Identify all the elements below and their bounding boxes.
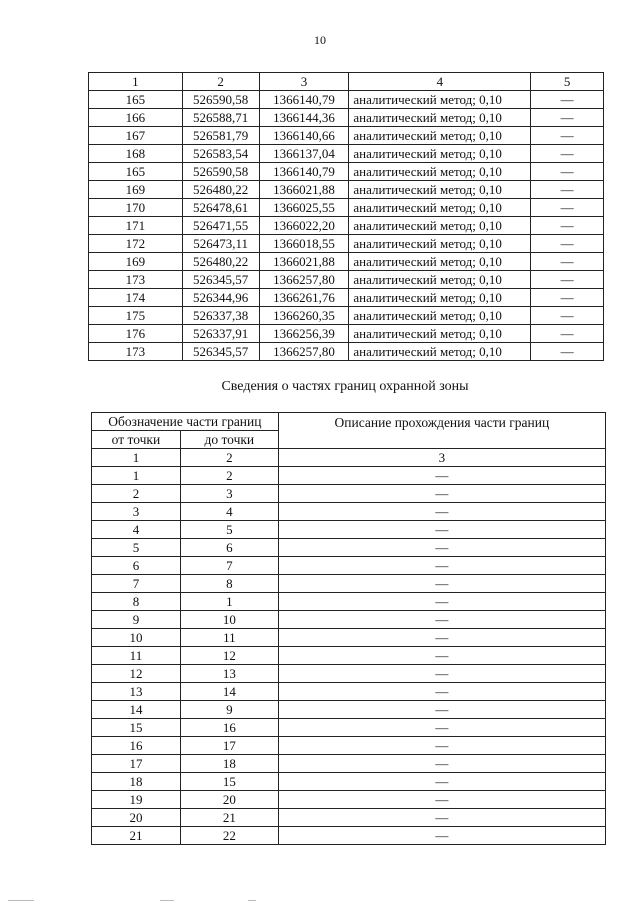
table-row (92, 539, 606, 557)
to-point-cell: 11 (180, 629, 278, 647)
to-point-cell: 12 (180, 647, 278, 665)
y-coordinate-cell: 1366140,79 (259, 163, 349, 181)
table-row (89, 145, 604, 163)
point-number-cell: 173 (89, 271, 183, 289)
description-cell: — (278, 683, 605, 701)
from-point-cell: 13 (92, 683, 181, 701)
description-cell: — (278, 557, 605, 575)
coordinates-table-header-row (89, 73, 604, 91)
to-point-cell: 10 (180, 611, 278, 629)
table-row (92, 557, 606, 575)
x-coordinate-cell: 526344,96 (182, 289, 259, 307)
description-cell: — (278, 791, 605, 809)
point-number-cell: 169 (89, 181, 183, 199)
from-point-cell: 4 (92, 521, 181, 539)
method-accuracy-cell: аналитический метод; 0,10 (349, 199, 531, 217)
point-number-cell: 165 (89, 163, 183, 181)
coordinates-header-cell: 1 (89, 73, 183, 91)
method-accuracy-cell: аналитический метод; 0,10 (349, 145, 531, 163)
point-number-cell: 169 (89, 253, 183, 271)
method-accuracy-cell: аналитический метод; 0,10 (349, 289, 531, 307)
x-coordinate-cell: 526337,91 (182, 325, 259, 343)
y-coordinate-cell: 1366140,66 (259, 127, 349, 145)
point-number-cell: 165 (89, 91, 183, 109)
to-point-cell: 3 (180, 485, 278, 503)
method-accuracy-cell: аналитический метод; 0,10 (349, 271, 531, 289)
x-coordinate-cell: 526588,71 (182, 109, 259, 127)
description-cell: — (278, 575, 605, 593)
to-point-cell: 16 (180, 719, 278, 737)
from-point-cell: 17 (92, 755, 181, 773)
y-coordinate-cell: 1366025,55 (259, 199, 349, 217)
note-cell: — (531, 271, 604, 289)
from-point-cell: 6 (92, 557, 181, 575)
parts-table-body (92, 467, 606, 845)
table-row (92, 701, 606, 719)
x-coordinate-cell: 526480,22 (182, 253, 259, 271)
coordinates-header-cell: 2 (182, 73, 259, 91)
table-row (89, 91, 604, 109)
to-point-cell: 8 (180, 575, 278, 593)
y-coordinate-cell: 1366022,20 (259, 217, 349, 235)
page-number: 10 (314, 33, 326, 47)
table-row (92, 467, 606, 485)
table-row (89, 307, 604, 325)
description-cell: — (278, 539, 605, 557)
to-point-cell: 1 (180, 593, 278, 611)
boundary-parts-table (91, 412, 606, 845)
description-cell: — (278, 503, 605, 521)
from-point-cell: 8 (92, 593, 181, 611)
point-number-cell: 171 (89, 217, 183, 235)
to-point-cell: 20 (180, 791, 278, 809)
x-coordinate-cell: 526345,57 (182, 343, 259, 361)
from-point-cell: 3 (92, 503, 181, 521)
parts-table-header-row (92, 413, 606, 431)
numbering-cell: 2 (180, 449, 278, 467)
table-row (89, 271, 604, 289)
description-cell: — (278, 611, 605, 629)
y-coordinate-cell: 1366137,04 (259, 145, 349, 163)
coordinates-header-cell: 3 (259, 73, 349, 91)
coordinates-table (88, 72, 604, 361)
method-accuracy-cell: аналитический метод; 0,10 (349, 343, 531, 361)
to-point-cell: 22 (180, 827, 278, 845)
numbering-cell: 3 (278, 449, 605, 467)
numbering-cell: 1 (92, 449, 181, 467)
to-point-cell: 15 (180, 773, 278, 791)
from-point-cell: 9 (92, 611, 181, 629)
header-to-point: до точки (180, 431, 278, 449)
description-cell: — (278, 629, 605, 647)
table-row (92, 611, 606, 629)
x-coordinate-cell: 526583,54 (182, 145, 259, 163)
table-row (89, 325, 604, 343)
table-row (89, 127, 604, 145)
point-number-cell: 172 (89, 235, 183, 253)
table-row (89, 343, 604, 361)
table-row (92, 791, 606, 809)
description-cell: — (278, 485, 605, 503)
to-point-cell: 6 (180, 539, 278, 557)
header-part-description: Описание прохождения части границ (278, 413, 605, 449)
to-point-cell: 17 (180, 737, 278, 755)
table-row (92, 683, 606, 701)
y-coordinate-cell: 1366144,36 (259, 109, 349, 127)
y-coordinate-cell: 1366260,35 (259, 307, 349, 325)
table-row (92, 521, 606, 539)
to-point-cell: 21 (180, 809, 278, 827)
table-row (89, 235, 604, 253)
table-row (92, 575, 606, 593)
from-point-cell: 1 (92, 467, 181, 485)
section-title: Сведения о частях границ охранной зоны (221, 379, 469, 394)
table-row (89, 289, 604, 307)
x-coordinate-cell: 526345,57 (182, 271, 259, 289)
x-coordinate-cell: 526480,22 (182, 181, 259, 199)
table-row (92, 809, 606, 827)
note-cell: — (531, 145, 604, 163)
point-number-cell: 168 (89, 145, 183, 163)
note-cell: — (531, 199, 604, 217)
table-row (89, 163, 604, 181)
point-number-cell: 170 (89, 199, 183, 217)
table-row (89, 253, 604, 271)
scan-mark (160, 900, 174, 901)
description-cell: — (278, 593, 605, 611)
table-row (89, 181, 604, 199)
point-number-cell: 166 (89, 109, 183, 127)
x-coordinate-cell: 526473,11 (182, 235, 259, 253)
note-cell: — (531, 217, 604, 235)
y-coordinate-cell: 1366257,80 (259, 343, 349, 361)
table-row (89, 199, 604, 217)
from-point-cell: 20 (92, 809, 181, 827)
table-row (92, 827, 606, 845)
table-row (92, 737, 606, 755)
from-point-cell: 12 (92, 665, 181, 683)
method-accuracy-cell: аналитический метод; 0,10 (349, 307, 531, 325)
scan-footer-marks (0, 898, 640, 904)
to-point-cell: 2 (180, 467, 278, 485)
table-row (92, 773, 606, 791)
from-point-cell: 10 (92, 629, 181, 647)
table-row (92, 665, 606, 683)
description-cell: — (278, 701, 605, 719)
x-coordinate-cell: 526478,61 (182, 199, 259, 217)
method-accuracy-cell: аналитический метод; 0,10 (349, 127, 531, 145)
description-cell: — (278, 521, 605, 539)
y-coordinate-cell: 1366021,88 (259, 253, 349, 271)
scan-mark (8, 900, 34, 901)
note-cell: — (531, 307, 604, 325)
note-cell: — (531, 325, 604, 343)
table-row (92, 719, 606, 737)
y-coordinate-cell: 1366021,88 (259, 181, 349, 199)
from-point-cell: 21 (92, 827, 181, 845)
from-point-cell: 7 (92, 575, 181, 593)
from-point-cell: 19 (92, 791, 181, 809)
from-point-cell: 15 (92, 719, 181, 737)
y-coordinate-cell: 1366140,79 (259, 91, 349, 109)
table-row (92, 503, 606, 521)
table-row (92, 593, 606, 611)
from-point-cell: 14 (92, 701, 181, 719)
description-cell: — (278, 755, 605, 773)
from-point-cell: 5 (92, 539, 181, 557)
description-cell: — (278, 737, 605, 755)
to-point-cell: 14 (180, 683, 278, 701)
description-cell: — (278, 827, 605, 845)
point-number-cell: 174 (89, 289, 183, 307)
note-cell: — (531, 235, 604, 253)
method-accuracy-cell: аналитический метод; 0,10 (349, 253, 531, 271)
to-point-cell: 18 (180, 755, 278, 773)
from-point-cell: 11 (92, 647, 181, 665)
to-point-cell: 4 (180, 503, 278, 521)
note-cell: — (531, 91, 604, 109)
to-point-cell: 7 (180, 557, 278, 575)
to-point-cell: 9 (180, 701, 278, 719)
note-cell: — (531, 253, 604, 271)
point-number-cell: 176 (89, 325, 183, 343)
table-row (92, 755, 606, 773)
table-row (92, 629, 606, 647)
y-coordinate-cell: 1366261,76 (259, 289, 349, 307)
note-cell: — (531, 289, 604, 307)
coordinates-table-body (89, 91, 604, 361)
note-cell: — (531, 181, 604, 199)
coordinates-header-cell: 5 (531, 73, 604, 91)
parts-table-numbering-row (92, 449, 606, 467)
note-cell: — (531, 163, 604, 181)
method-accuracy-cell: аналитический метод; 0,10 (349, 217, 531, 235)
from-point-cell: 2 (92, 485, 181, 503)
table-row (92, 485, 606, 503)
x-coordinate-cell: 526337,38 (182, 307, 259, 325)
method-accuracy-cell: аналитический метод; 0,10 (349, 181, 531, 199)
y-coordinate-cell: 1366257,80 (259, 271, 349, 289)
to-point-cell: 5 (180, 521, 278, 539)
note-cell: — (531, 127, 604, 145)
x-coordinate-cell: 526581,79 (182, 127, 259, 145)
description-cell: — (278, 467, 605, 485)
header-part-designation: Обозначение части границ (92, 413, 279, 431)
note-cell: — (531, 343, 604, 361)
y-coordinate-cell: 1366018,55 (259, 235, 349, 253)
point-number-cell: 175 (89, 307, 183, 325)
x-coordinate-cell: 526590,58 (182, 91, 259, 109)
coordinates-header-cell: 4 (349, 73, 531, 91)
from-point-cell: 18 (92, 773, 181, 791)
description-cell: — (278, 665, 605, 683)
method-accuracy-cell: аналитический метод; 0,10 (349, 91, 531, 109)
method-accuracy-cell: аналитический метод; 0,10 (349, 235, 531, 253)
x-coordinate-cell: 526471,55 (182, 217, 259, 235)
description-cell: — (278, 773, 605, 791)
description-cell: — (278, 647, 605, 665)
table-row (89, 217, 604, 235)
header-from-point: от точки (92, 431, 181, 449)
table-row (92, 647, 606, 665)
y-coordinate-cell: 1366256,39 (259, 325, 349, 343)
point-number-cell: 173 (89, 343, 183, 361)
scan-mark (248, 900, 256, 901)
method-accuracy-cell: аналитический метод; 0,10 (349, 109, 531, 127)
description-cell: — (278, 809, 605, 827)
method-accuracy-cell: аналитический метод; 0,10 (349, 163, 531, 181)
description-cell: — (278, 719, 605, 737)
method-accuracy-cell: аналитический метод; 0,10 (349, 325, 531, 343)
table-row (89, 109, 604, 127)
from-point-cell: 16 (92, 737, 181, 755)
x-coordinate-cell: 526590,58 (182, 163, 259, 181)
point-number-cell: 167 (89, 127, 183, 145)
to-point-cell: 13 (180, 665, 278, 683)
note-cell: — (531, 109, 604, 127)
